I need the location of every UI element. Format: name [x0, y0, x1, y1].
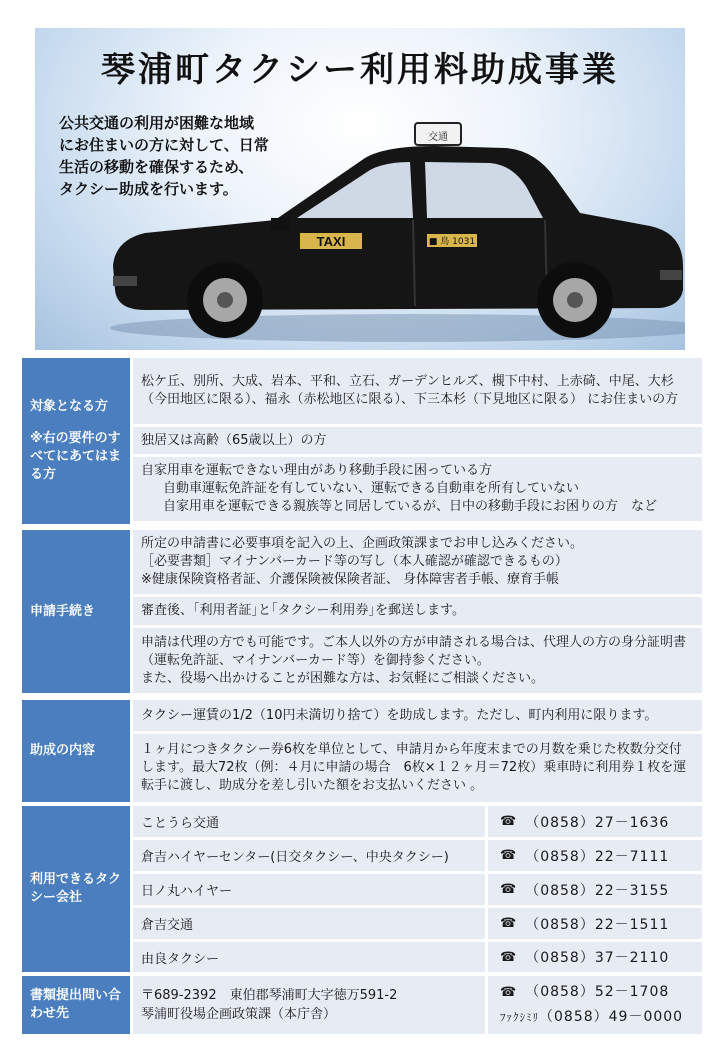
- company-phone-number: （0858）22－7111: [525, 848, 670, 865]
- taxi-plate: ■ 鳥 1031: [428, 237, 476, 247]
- section-companies: [22, 806, 702, 972]
- company-row: [133, 874, 702, 905]
- subsidy-tickets-row: １ヶ月につきタクシー券6枚を単位として、申請月から年度末までの月数を乗じた枚数分交付します。最大72枚（例：４月に申請の場合 6枚×１２ヶ月＝72枚）乗車時に利用券１枚を運転手に渡し、助成分を差し引いた額をお支払いください 。: [133, 734, 702, 802]
- company-name: ことうら交通: [133, 806, 485, 837]
- section-target: [22, 358, 702, 524]
- contact-phone-number: （0858）52－1708: [525, 984, 670, 1000]
- company-phone-number: （0858）22－1511: [525, 916, 670, 933]
- section-procedure: [22, 530, 702, 693]
- company-row: [133, 806, 702, 837]
- contact-fax-number: （0858）49－0000: [539, 1009, 684, 1025]
- section-subsidy: [22, 700, 702, 802]
- target-label-cell: [22, 358, 130, 524]
- section-contact: [22, 976, 702, 1034]
- contact-label-cell: [22, 976, 130, 1034]
- company-row: [133, 908, 702, 939]
- company-row: [133, 840, 702, 871]
- contact-phone: [500, 980, 669, 1005]
- target-reason-detail: 自動車運転免許証を有していない、運転できる自動車を所有していない: [163, 481, 580, 496]
- subsidy-rate-row: タクシー運賃の1/2（10円未満切り捨て）を助成します。ただし、町内利用に限ります。: [133, 700, 702, 731]
- page-title: 琴浦町タクシー利用料助成事業: [101, 50, 619, 90]
- procedure-review-row: 審査後、｢利用者証｣と｢タクシー利用券｣を郵送します。: [133, 597, 702, 625]
- target-age-row: 独居又は高齢（65歳以上）の方: [133, 427, 702, 454]
- target-reason: 自家用車を運転できない理由があり移動手段に困っている方: [141, 463, 493, 478]
- phone-icon: ☎: [500, 882, 518, 897]
- phone-icon: ☎: [500, 848, 518, 863]
- company-phone: [488, 908, 702, 939]
- hero-banner: [35, 28, 685, 350]
- procedure-apply-row: 所定の申請書に必要事項を記入の上、企画政策課までお申し込みください。 ［必要書類］マイナンバーカード等の写し（本人確認が確認できるもの） ※健康保険資格者証、介護保険被保険者証、 身体障害者手帳、療育手帳: [133, 530, 702, 594]
- contact-address: 〒689-2392 東伯郡琴浦町大字徳万591-2 琴浦町役場企画政策課（本庁舎）: [133, 976, 485, 1034]
- companies-label: 利用できるタクシー会社: [30, 872, 122, 905]
- target-area-row: 松ケ丘、別所、大成、岩本、平和、立石、ガーデンヒルズ、槻下中村、上赤碕、中尾、大杉（今田地区に限る）、福永（赤松地区に限る）、下三本杉（下見地区に限る） にお住まいの方: [133, 358, 702, 424]
- phone-icon: ☎: [500, 814, 518, 829]
- contact-label: 書類提出問い合わせ先: [30, 988, 122, 1021]
- procedure-label: 申請手続き: [30, 603, 96, 619]
- taxi-roof-label: 交通: [428, 132, 448, 143]
- company-phone: [488, 874, 702, 905]
- company-name: 倉吉交通: [133, 908, 485, 939]
- target-label: 対象となる方: [30, 399, 109, 414]
- company-name: 由良タクシー: [133, 942, 485, 972]
- phone-icon: ☎: [500, 916, 518, 931]
- company-phone-number: （0858）27－1636: [525, 814, 670, 831]
- subsidy-label: 助成の内容: [30, 743, 96, 758]
- procedure-label-cell: [22, 530, 130, 693]
- company-row: [133, 942, 702, 972]
- company-phone: [488, 806, 702, 837]
- taxi-sign: TAXI: [316, 234, 346, 249]
- contact-phones: [488, 976, 702, 1034]
- phone-icon: ☎: [500, 985, 518, 1000]
- company-phone: [488, 942, 702, 972]
- target-reason-row: [133, 457, 702, 521]
- company-phone-number: （0858）22－3155: [525, 882, 670, 899]
- hero-intro-text: 公共交通の利用が困難な地域 にお住まいの方に対して、日常 生活の移動を確保するため、 タクシー助成を行います。: [59, 114, 269, 198]
- company-phone-number: （0858）37－2110: [525, 950, 670, 966]
- procedure-proxy-row: 申請は代理の方でも可能です。ご本人以外の方が申請される場合は、代理人の方の身分証明書（運転免許証、マイナンバーカード等）を御持参ください。 また、役場へ出かけることが困難な方は、お気軽にご相談ください。: [133, 628, 702, 693]
- contact-fax: [500, 1005, 683, 1030]
- fax-label: ﾌｧｸｼﾐﾘ: [500, 1011, 539, 1024]
- company-phone: [488, 840, 702, 871]
- target-reason-detail: 自家用車を運転できる親族等と同居しているが、日中の移動手段にお困りの方 など: [163, 499, 658, 514]
- company-name: 倉吉ハイヤーセンター(日交タクシー、中央タクシー): [133, 840, 485, 871]
- phone-icon: ☎: [500, 949, 518, 965]
- subsidy-label-cell: [22, 700, 130, 802]
- companies-label-cell: [22, 806, 130, 972]
- company-name: 日ノ丸ハイヤー: [133, 874, 485, 905]
- target-sub-label: ※右の要件のすべてにあてはまる方: [30, 431, 122, 482]
